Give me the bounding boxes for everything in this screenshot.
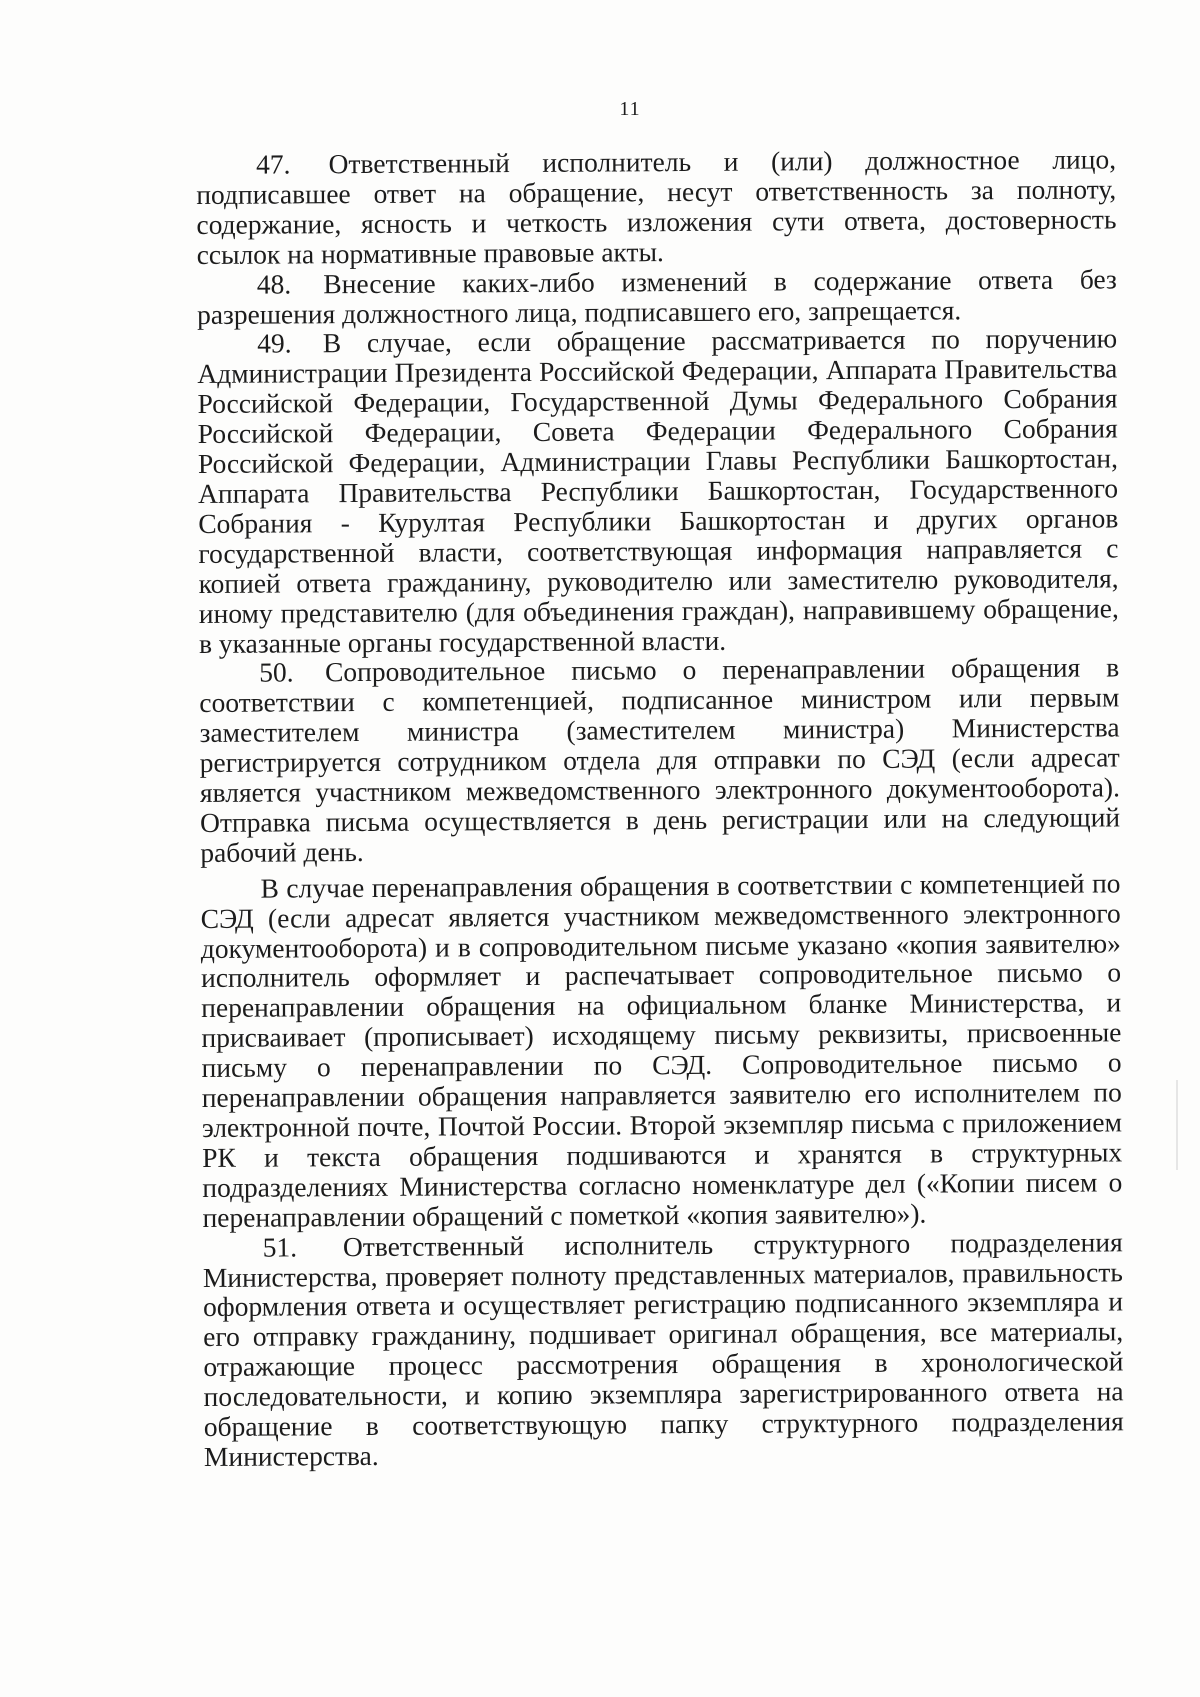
paragraph-text: Ответственный исполнитель структурного подразделения Министерства, проверяет полноту представленных материалов, правильность оформления ответа и осуществляет регистрацию подписанного экземпляра и его отправку гражданину, подшивает оригинал обращения, все материалы, отражающие процесс рассмотрения обращения в хронологической последовательности, и копию экземпляра зарегистрированного ответа на обращение в соответствующую папку структурного подразделения Министерства.: [202, 1225, 1124, 1472]
paragraph-number: 50.: [259, 656, 294, 689]
document-body: [196, 144, 1124, 1471]
paragraph-51: [203, 1227, 1124, 1472]
paragraph-text: Ответственный исполнитель и (или) должностное лицо, подписавшее ответ на обращение, несут ответственность за полноту, содержание, ясность и четкость изложения сути ответа, достоверность ссылок на нормативные правовые акты.: [196, 143, 1117, 270]
paragraph-number: 51.: [262, 1231, 298, 1263]
paragraph-number: 48.: [256, 268, 292, 300]
paragraph-50: [199, 653, 1120, 868]
page-number: 11: [619, 98, 641, 120]
paragraph-text: В случае перенаправления обращения в соответствии с компетенцией по СЭД (если адресат является участником межведомственного электронного документооборота) и в сопроводительном письме указано «копия заявителю» исполнитель оформляет и распечатывает сопроводительное письмо о перенаправлении обращения на официальном бланке Министерства, и присваивает (прописывает) исходящему письму реквизиты, присвоенные письму о перенаправлении по СЭД. Сопроводительное письмо о перенаправлении обращения направляется заявителю его исполнителем по электронной почте, Почтой России. Второй экземпляр письма с приложением РК и текста обращения подшиваются и хранятся в структурных подразделениях Министерства согласно номенклатуре дел («Копии писем о перенаправлении обращений с пометкой «копия заявителю»).: [200, 867, 1123, 1233]
paragraph-text: Внесение каких-либо изменений в содержание ответа без разрешения должностного лица, подписавшего его, запрещается.: [196, 263, 1117, 330]
paragraph-47: [196, 144, 1117, 269]
paragraph-50-continued: [200, 868, 1122, 1232]
paragraph-number: 47.: [255, 148, 291, 180]
paragraph-number: 49.: [257, 327, 292, 360]
paragraph-text: В случае, если обращение рассматривается по поручению Администрации Президента Российской Федерации, Аппарата Правительства Российской Федерации, Государственной Думы Федерального Собрания Российской Федерации, Совета Федерации Федерального Собрания Российской Федерации, Администрации Главы Республики Башкортостан, Аппарата Правительства Республики Башкортостан, Государственного Собрания - Курултая Республики Башкортостан и других органов государственной власти, соответствующая информация направляется с копией ответа гражданину, руководителю или заместителю руководителя, иному представителю (для объединения граждан), направившему обращение, в указанные органы государственной власти.: [197, 322, 1119, 659]
paragraph-49: [197, 324, 1119, 659]
scan-artifact: [1176, 1080, 1178, 1170]
paragraph-text: Сопроводительное письмо о перенаправлении обращения в соответствии с компетенцией, подписанное министром или первым заместителем министра (заместителем министра) Министерства регистрируется сотрудником отдела для отправки по СЭД (если адресат является участником межведомственного электронного документооборота). Отправка письма осуществляется в день регистрации или на следующий рабочий день.: [199, 651, 1121, 868]
paragraph-48: [197, 264, 1117, 329]
